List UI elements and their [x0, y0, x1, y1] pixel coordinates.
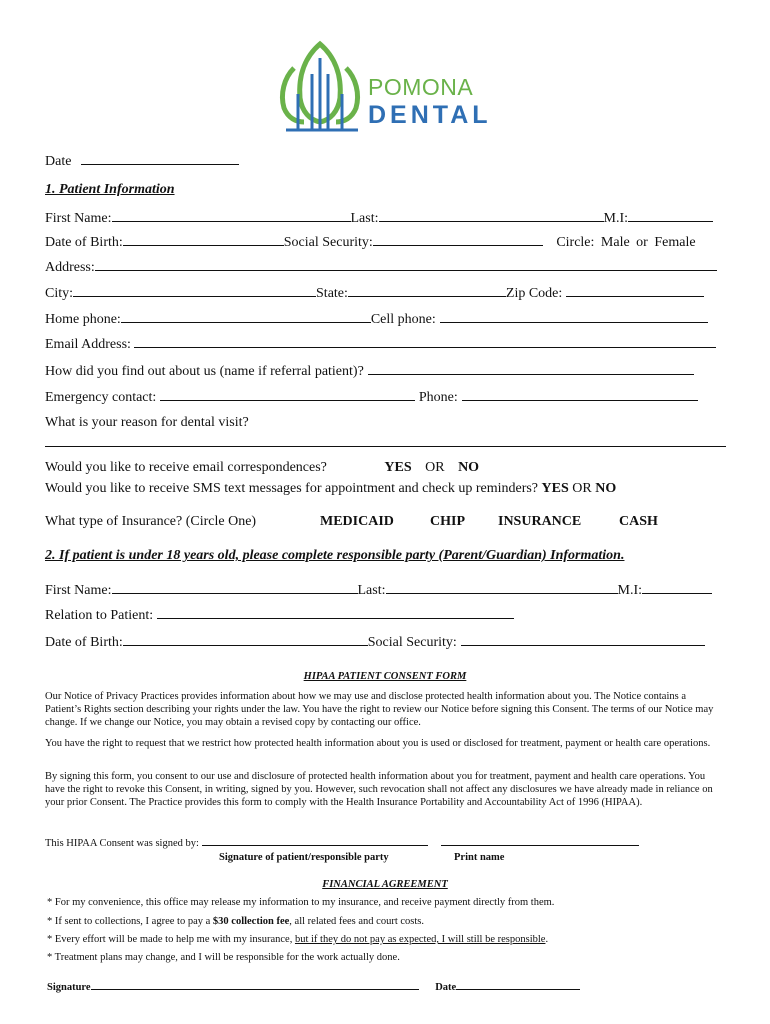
hipaa-paragraph-1: Our Notice of Privacy Practices provides information about how we may use and disclose protected health information about you. The Notice contains a Patient’s Rights section describing your rights under the law. You have the right to review our Notice before signing this Consent. The terms of our Notice may change. If we change our Notice, you may obtain a revised copy by contacting our office. — [45, 691, 714, 728]
dob-row — [45, 233, 696, 251]
city-row — [45, 284, 704, 302]
emergency-field[interactable] — [160, 388, 415, 401]
mi-field[interactable] — [628, 209, 713, 222]
financial-date-field[interactable] — [456, 980, 580, 990]
insurance-label: What type of Insurance? (Circle One) — [45, 514, 257, 529]
dob-field[interactable] — [123, 233, 284, 246]
date-label: Date — [45, 154, 72, 169]
guardian-first-name-field[interactable] — [112, 581, 358, 594]
financial-item-1: * For my convenience, this office may release my information to my insurance, and receive payment directly from them. — [47, 897, 555, 908]
ins-option-insurance[interactable]: INSURANCE — [498, 514, 582, 529]
collection-fee-text: $30 collection fee — [212, 916, 290, 927]
address-field[interactable] — [95, 258, 717, 271]
guardian-last-name-field[interactable] — [386, 581, 618, 594]
referral-field[interactable] — [368, 362, 694, 375]
guardian-name-row — [45, 581, 712, 599]
financial-date-label: Date — [435, 982, 457, 993]
cell-phone-field[interactable] — [440, 310, 708, 323]
relation-field[interactable] — [157, 606, 514, 619]
home-phone-label: Home phone: — [45, 312, 121, 327]
section2-heading: 2. If patient is under 18 years old, please complete responsible party (Parent/Guardian) Information. — [45, 548, 625, 563]
zip-field[interactable] — [566, 284, 704, 297]
financial-item-3-pre: * Every effort will be made to help me with my insurance, — [47, 934, 295, 945]
patient-name-row — [45, 209, 713, 227]
ins-option-medicaid[interactable]: MEDICAID — [320, 514, 394, 529]
tree-logo-icon — [276, 38, 368, 134]
financial-item-3-underlined: but if they do not pay as expected, I will still be responsible — [294, 934, 546, 945]
financial-item-4: * Treatment plans may change, and I will be responsible for the work actually done. — [47, 952, 400, 963]
financial-item-3 — [47, 934, 548, 945]
sms-yes-option[interactable]: YES — [541, 481, 569, 496]
email-label: Email Address: — [45, 337, 131, 352]
last-name-field[interactable] — [379, 209, 604, 222]
insurance-row — [45, 514, 256, 530]
gender-circle-label[interactable]: Circle: Male or Female — [556, 235, 696, 250]
hipaa-paragraph-2: You have the right to request that we restrict how protected health information about you is used or disclosed for treatment, payment or health care operations. — [45, 738, 711, 749]
email-yes-option[interactable]: YES — [384, 460, 412, 475]
email-row — [45, 335, 716, 353]
financial-item-2 — [47, 916, 424, 927]
relation-row — [45, 606, 514, 624]
home-phone-field[interactable] — [121, 310, 371, 323]
address-row — [45, 258, 717, 276]
address-label: Address: — [45, 260, 95, 275]
guardian-ssn-label: Social Security: — [367, 635, 457, 650]
hipaa-print-caption: Print name — [454, 852, 505, 863]
sms-or-text: OR — [572, 481, 592, 496]
guardian-dob-field[interactable] — [123, 633, 368, 646]
referral-row — [45, 362, 694, 380]
last-name-label: Last: — [350, 211, 379, 226]
hipaa-title: HIPAA PATIENT CONSENT FORM — [303, 671, 467, 682]
phone-row — [45, 310, 708, 328]
hipaa-paragraph-3: By signing this form, you consent to our use and disclosure of protected health information about you for treatment, payment and health care operations. You have the right to revoke this Consent, in writing, signed by you. However, such revocation shall not affect any disclosures we have already made in reliance on your prior Consent. The Practice provides this form to comply with the Health Insurance Portability and Accountability Act of 1996 (HIPAA). — [45, 771, 713, 808]
pomona-dental-logo — [276, 38, 516, 134]
guardian-last-name-label: Last: — [357, 583, 386, 598]
hipaa-signature-caption: Signature of patient/responsible party — [219, 852, 389, 863]
email-corr-label: Would you like to receive email correspondences? — [45, 460, 327, 475]
ins-option-cash[interactable]: CASH — [619, 514, 658, 529]
guardian-first-name-label: First Name: — [45, 583, 112, 598]
logo-pomona-text: POMONA — [368, 74, 474, 100]
financial-signature-row — [47, 980, 580, 996]
logo-dental-text: DENTAL — [368, 101, 492, 129]
reason-field[interactable] — [45, 446, 726, 447]
hipaa-signature-field[interactable] — [202, 836, 428, 846]
sms-row — [45, 481, 616, 497]
state-label: State: — [316, 286, 348, 301]
hipaa-print-name-field[interactable] — [441, 836, 639, 846]
first-name-label: First Name: — [45, 211, 112, 226]
sms-no-option[interactable]: NO — [595, 481, 617, 496]
date-field[interactable] — [81, 152, 239, 165]
financial-item-3-post: . — [545, 934, 549, 945]
sms-label: Would you like to receive SMS text messages for appointment and check up reminders? — [45, 481, 539, 496]
mi-label: M.I: — [603, 211, 628, 226]
guardian-dob-label: Date of Birth: — [45, 635, 123, 650]
financial-signature-label: Signature — [47, 982, 91, 993]
guardian-mi-field[interactable] — [642, 581, 712, 594]
email-corr-row — [45, 460, 479, 476]
emergency-label: Emergency contact: — [45, 390, 157, 405]
email-field[interactable] — [134, 335, 716, 348]
guardian-mi-label: M.I: — [617, 583, 642, 598]
financial-signature-field[interactable] — [91, 980, 419, 990]
cell-phone-label: Cell phone: — [370, 312, 436, 327]
ins-option-chip[interactable]: CHIP — [430, 514, 465, 529]
hipaa-signed-label: This HIPAA Consent was signed by: — [45, 838, 199, 849]
emergency-phone-field[interactable] — [462, 388, 698, 401]
city-label: City: — [45, 286, 74, 301]
guardian-dob-row — [45, 633, 705, 651]
ssn-label: Social Security: — [283, 235, 373, 250]
state-field[interactable] — [348, 284, 506, 297]
dob-label: Date of Birth: — [45, 235, 123, 250]
city-field[interactable] — [73, 284, 316, 297]
financial-item-2-pre: * If sent to collections, I agree to pay a — [47, 916, 213, 927]
zip-label: Zip Code: — [505, 286, 563, 301]
emergency-phone-label: Phone: — [418, 390, 458, 405]
relation-label: Relation to Patient: — [45, 608, 154, 623]
financial-item-2-post: , all related fees and court costs. — [289, 916, 424, 927]
reason-label: What is your reason for dental visit? — [45, 415, 249, 430]
referral-label: How did you find out about us (name if referral patient)? — [45, 364, 364, 379]
section1-heading: 1. Patient Information — [45, 182, 175, 197]
email-or-text: OR — [425, 460, 445, 475]
email-no-option[interactable]: NO — [458, 460, 480, 475]
ssn-field[interactable] — [373, 233, 543, 246]
date-row — [45, 152, 239, 170]
emergency-row — [45, 388, 698, 406]
guardian-ssn-field[interactable] — [461, 633, 705, 646]
financial-title: FINANCIAL AGREEMENT — [322, 879, 448, 890]
first-name-field[interactable] — [112, 209, 351, 222]
